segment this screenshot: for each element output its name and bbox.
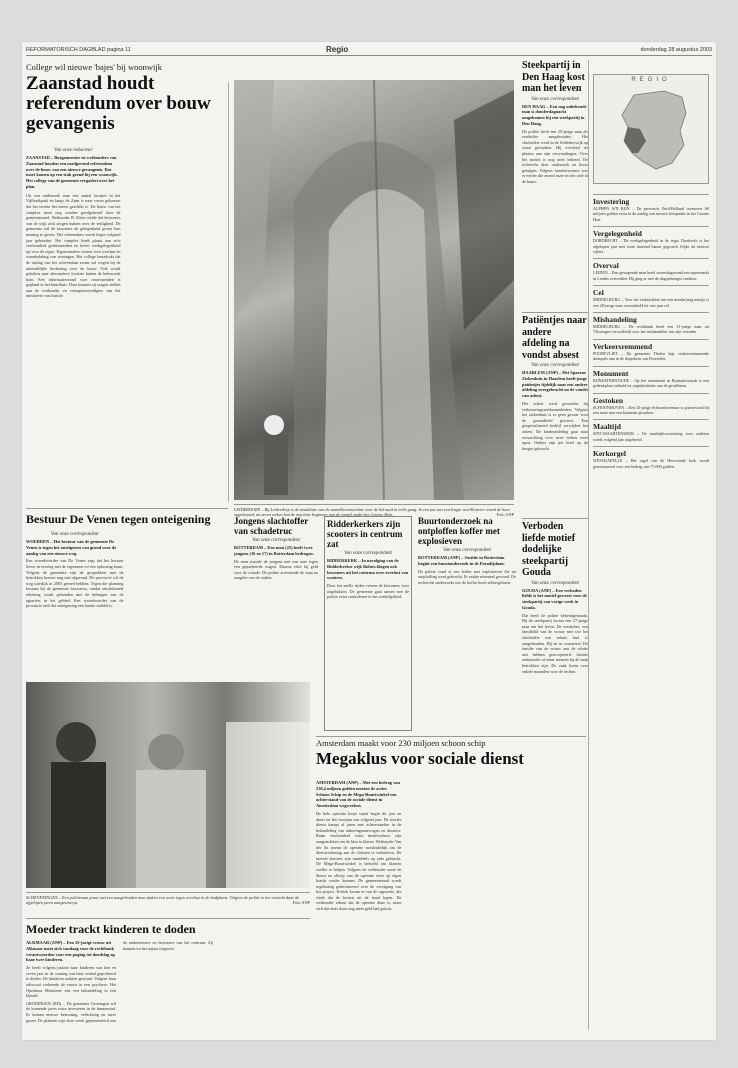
photo-caption: [26, 892, 310, 906]
article-text-groningen: GRONINGEN (RD) – De gemeente Groningen wil de komende jaren extra investeren in de binnenstad. Er komen nieuwe bestrating, verlichting en meer groen. De plannen zijn deze week gepresenteerd aan de ondernemers en bewoners van het centrum. Zij kunnen tot het najaar reageren.: [26, 940, 213, 1023]
article-megaklus-body: [316, 780, 586, 1030]
byline: Van onze correspondent: [531, 96, 579, 102]
sidebar-item-text: DORDRECHT – De werkgelegenheid in de regio Dordrecht is het afgelopen jaar met ruim duizend banen gegroeid, blijkt uit nieuwe cijfers.: [593, 238, 709, 255]
page-header: [26, 44, 712, 56]
article-headline: Megaklus voor sociale dienst: [316, 749, 524, 768]
sidebar-item-text: ALPHEN A/D RIJN – De provincie Zuid-Holland investeert 60 miljoen gulden extra in de aanleg van nieuwe fietspaden in het Groene Hart.: [593, 206, 709, 222]
article-headline: Ridderkerkers zijn scooters in centrum zat: [327, 519, 403, 549]
sidebar-item-heading: Maaltijd: [593, 419, 709, 431]
photo-illustration: [26, 682, 310, 888]
sidebar-item-text: MIDDELBURG – Voor het verkrachten van een minderjarig meisje is een 28-jarige man veroordeeld tot vier jaar cel.: [593, 297, 709, 308]
column-divider: [588, 60, 589, 1030]
article-text: Een woordvoerder van De Venen zegt dat het bestuur liever in overleg met de eigenaren tot een oplossing komt. Volgens de gemeente zijn de gesprekken met de betrokken boeren nog niet afgerond. De provincie wil de weg uiterlijk in 2005 gereed hebben. Tegen die planning bestaan bij de gemeente bezwaren, omdat onvoldoende rekening wordt gehouden met de belangen van de agrariërs in het gebied. Een woordvoerder van de provincie stelt dat onteigening een laatste middel is.: [26, 558, 124, 609]
article-lead: GOUDA (ANP) – Een verboden liefde is het motief geweest voor de steekpartij van vorige week in Gouda.: [522, 587, 587, 610]
article-lead: ZAANSTAD – Burgemeester en wethouders van Zaanstad houden een raadgevend referendum over de bouw van een nieuwe gevangenis. Dat moet komen op een stuk grond bij een woonwijk. Het college van de gemeente vergadert over het plan.: [26, 155, 118, 189]
photo-illustration: [234, 80, 514, 500]
article-kicker: College wil nieuwe 'bajes' bij woonwijk: [26, 62, 162, 72]
article-lead: DEN HAAG – Een nog onbekende man is donderdagnacht omgekomen bij een steekpartij in Den Haag.: [522, 103, 587, 126]
article-text: De politie vond er een koffer met explosieven die tot ontploffing werd gebracht. Er raakte niemand gewond. De recherche onderzoekt wie de koffer heeft achtergelaten.: [418, 568, 516, 585]
sidebar-item-text: POORTVLIET – De gemeente Tholen legt verkeersremmende drempels aan in de dorpskern van Poortvliet.: [593, 350, 709, 362]
article-text: Het asbest werd gevonden bij verbouwingswerkzaamheden. Volgens het ziekenhuis is er geen gevaar voor de gezondheid geweest. Een gespecialiseerd bedrijf verwijdert het asbest. De kinderafdeling gaat naar verwachting over twee weken weer open. Ouders zijn per brief op de hoogte gebracht.: [522, 400, 588, 451]
byline: Van onze correspondent: [50, 532, 99, 537]
article-lead: RIDDERKERK – In navolging van de Ridderkerkse wijk Bolnes klagen ook bewoners uit het centrum over overlast van scooters.: [327, 558, 409, 581]
article-ridderkerk: [324, 516, 412, 731]
article-buurtonderzoek: [418, 516, 516, 731]
photo-credit: Foto ANP: [496, 512, 514, 518]
article-moeder-body: [26, 940, 310, 1032]
sidebar-item: [593, 226, 709, 254]
byline: Van onze correspondent: [344, 551, 392, 556]
section-rule: [316, 736, 586, 737]
sidebar-item: [593, 258, 709, 281]
sidebar-item-text: MIDDELBURG – De rechtbank heeft een 31-jarige man uit Vlissingen veroordeeld voor het mishandelen van zijn vriendin.: [593, 324, 709, 335]
photo-tunnel-boring-machine: [234, 80, 514, 500]
column-divider: [228, 82, 229, 502]
sidebar-item-heading: Cel: [593, 285, 709, 297]
sidebar-item-heading: Mishandeling: [593, 312, 709, 324]
article-headline: Jongens slachtoffer van schadetruc: [234, 516, 309, 536]
sidebar-item-text: RIJNSATERWOUDE – Op het monument in Rijnsaterwoude is een gedenkplaat onthuld ter nagedachtenis aan de gevallenen.: [593, 377, 709, 389]
sidebar-item: [593, 419, 709, 442]
sidebar-item: [593, 339, 709, 362]
article-headline: Zaanstad houdt referendum over bouw gevangenis: [26, 73, 211, 134]
sidebar-item-text: SCHOONHOVEN – Een 33-jarige Schoonhovenaar is gisteravond bij een ruzie met een buurman gestoken.: [593, 404, 709, 415]
sidebar-item-text: WESTKAPELLE – Het orgel van de Hervormde kerk wordt gerestaureerd voor een bedrag van 75.000 gulden.: [593, 458, 709, 469]
sidebar-item-text: LEIDEN – Een gewapende man heeft woensdagavond een supermarkt in Leiden overvallen. Hij ging er met de dagopbrengst vandoor.: [593, 270, 709, 281]
sidebar-item-heading: Kerkorgel: [593, 446, 709, 458]
article-lead: AMSTERDAM (ANP) – Met een bedrag van 230,4 miljoen gulden moeten de acties Schoon Schip en de Mega-Buurtwinkel een achterstand van de sociale dienst in Amsterdam wegwerken.: [316, 780, 400, 809]
sidebar-item-heading: Vergelegenheid: [593, 226, 709, 238]
header-section: Regio: [326, 45, 349, 54]
header-date: donderdag 28 augustus 2003: [640, 47, 712, 53]
sidebar-item: [593, 194, 709, 222]
byline: Van onze redacteur: [54, 148, 93, 153]
article-headline: Bestuur De Venen tegen onteigening: [26, 512, 211, 526]
article-headline: Buurtonderzoek na ontploffen koffer met explosieven: [418, 516, 500, 546]
byline: Van onze correspondent: [531, 580, 579, 586]
article-de-venen-body: [26, 530, 228, 660]
article-lead: ROTTERDAM (ANP) – Justitie in Rotterdam begint een buurtonderzoek in de Paradijslaan.: [418, 555, 505, 566]
article-text: De man stuurde de jongens met een auto tegen een geparkeerde wagen. Daarna eiste hij geld voor de schade. De politie arresteerde de man na aangifte van de ouders.: [234, 558, 318, 581]
newspaper-page: [22, 42, 716, 1040]
article-de-venen-head: [26, 512, 228, 527]
article-headline: Moeder trackt kinderen te doden: [26, 922, 196, 936]
article-kicker: Amsterdam maakt voor 230 miljoen schoon schip: [316, 738, 486, 748]
section-rule: [26, 918, 310, 919]
article-text: Dat heeft de politie bekendgemaakt. Bij de steekpartij kwam een 27-jarige man om het leven. De verdachte, een familielid van de vrouw met wie het slachtoffer een relatie had, is aangehouden. Hij zit in voorarrest. De familie van de vrouw zou de relatie niet hebben geaccepteerd. Justitie onderzoekt of meer mensen bij de zaak betrokken zijn. De zaak komt over enkele maanden voor de rechter.: [522, 612, 588, 674]
sidebar-item: [593, 366, 709, 389]
article-den-haag: [522, 60, 588, 325]
article-text: Door het snelle rijden vrezen de bewoners voor ongelukken. De gemeente gaat samen met de politie extra controleren in het winkelgebied.: [327, 583, 409, 600]
netherlands-map-icon: [594, 83, 708, 179]
article-megaklus-head: [316, 738, 586, 768]
article-headline: Verboden liefde motief dodelijke steekpartij Gouda: [522, 521, 576, 578]
article-headline: Patiëntjes naar andere afdeling na vondst absest: [522, 315, 587, 361]
sidebar-item-heading: Monument: [593, 366, 709, 378]
sidebar-item-heading: Overval: [593, 258, 709, 270]
article-lead: ALKMAAR (ANP) – Een 35-jarige vrouw uit Alkmaar moet zich vandaag voor de rechtbank verantwoorden voor een poging tot doodslag op haar twee kinderen.: [26, 940, 115, 963]
regio-sidebar: [593, 190, 709, 1030]
sidebar-item-heading: Gestoken: [593, 393, 709, 405]
caption-text: LEIDERDORP – Bij Leiderdorp is de installatie van de tunnelboormachine voor de hsl-zuid in volle gang. In een put met een lengte van 80 meter wordt de boor opgebouwd, na zeven weken kan de machine beginnen aan de tunnel onder het Groene Hart.: [234, 507, 511, 518]
byline: Van onze correspondent: [252, 538, 300, 543]
article-text: De hele operatie loopt vanaf begin dit jaar en duurt tot het voorjaar van volgend jaar. De sociale dienst kampt al jaren met achterstanden in de behandeling van uitkeringsaanvragen en dossiers. Ruim vierhonderd extra medewerkers zijn aangetrokken om de klus te klaren. Wethouder Van der Aa noemt de operatie noodzakelijk om de dienstverlening aan de cliënten te verbeteren. De meeste dossiers zijn inmiddels op orde gebracht. De Mega-Buurtwinkel is bedoeld om klanten sneller te helpen. Volgens de wethouder moet de dienst na afloop van de operatie weer op eigen kracht verder kunnen. De gemeenteraad wordt regelmatig geïnformeerd over de voortgang van het project. Kritiek kwam er van de oppositie, die vindt dat de kosten uit de hand lopen. De wethouder erkent dat de operatie duur is, maar stelt dat niets doen nog meer geld had gekost.: [316, 810, 402, 912]
photo-credit: Foto ANP: [292, 900, 310, 906]
section-rule: [26, 508, 228, 509]
regio-label: REGIO: [631, 77, 671, 83]
photo-scheveningen: [26, 682, 310, 888]
sidebar-item-heading: Investering: [593, 194, 709, 206]
sidebar-item-heading: Verkeersremmend: [593, 339, 709, 351]
article-headline: Steekpartij in Den Haag kost man het leven: [522, 60, 585, 94]
article-lead: ROTTERDAM – Een man (25) heeft twee jongens (16 en 17) in Rotterdam bedrogen.: [234, 545, 314, 556]
sidebar-item-text: SINT-MAARTENSDIJK – De maaltijdvoorziening voor ouderen wordt volgend jaar uitgebreid.: [593, 431, 709, 442]
sidebar-item: [593, 393, 709, 416]
article-zaanstad: [26, 62, 222, 134]
sidebar-item: [593, 312, 709, 335]
article-text: Ze heeft volgens justitie haar kinderen van tien en zeven jaar in de woning van haar vriend geprobeerd te doden. De kinderen raakten gewond. Volgens haar advocaat verkeerde de vrouw in een psychose. Het Openbaar Ministerie eist een behandeling in een kliniek.: [26, 965, 116, 999]
caption-text: SCHEVENINGEN – Een politieman praat met een aangehouden man tijdens een actie tegen overlast in de badplaats. Volgens de politie is het toezicht daar de afgelopen jaren aangescherpt.: [26, 895, 300, 906]
article-text: De politie heeft een 25-jarige man als verdachte aangehouden. Het slachtoffer werd in de Schilderswijk op straat gevonden. Hij overleed ter plaatse aan zijn verwondingen. Over het motief is nog niets bekend. De recherche doet onderzoek en hoort getuigen. Volgens buurtbewoners was er eerder die avond ruzie in een café in de buurt.: [522, 128, 588, 185]
article-moeder-head: [26, 922, 310, 937]
byline: Van onze correspondent: [443, 548, 491, 553]
article-haarlem: [522, 312, 588, 512]
header-paper-name: REFORMATORISCH DAGBLAD pagina 11: [26, 47, 131, 53]
article-lead: HAARLEM (ANP) – Het Spaarne Ziekenhuis in Haarlem heeft jonge patiëntjes tijdelijk naar een andere afdeling overgebracht na de vondst van asbest.: [522, 370, 588, 399]
article-gouda: [522, 518, 588, 758]
article-lead: WOERDEN – Het bestuur van de gemeente De Venen is tegen het onteigenen van grond voor de aanleg van een nieuwe weg.: [26, 539, 117, 556]
byline: Van onze correspondent: [531, 363, 579, 368]
article-jongens: [234, 516, 318, 666]
regio-map-box: [593, 74, 709, 184]
article-zaanstad-body: [26, 146, 222, 496]
sidebar-item: [593, 285, 709, 308]
sidebar-item: [593, 446, 709, 469]
article-text: Uit een onderzoek naar een aantal locaties in het Vijfhoekpark en langs de Zaan is naar voren gekomen dat het terrein het meest geschikt is. De bouw van het complex moet nog worden goedgekeurd door de gemeenteraad. Wethouder R. Klein stelde dat bewoners van de wijk zich zorgen maken over de veiligheid. De gemeente wil de inwoners de gelegenheid geven hun mening te geven. Het referendum wordt begin volgend jaar gehouden. Het complex biedt plaats aan zo'n vierhonderd gedetineerden en levert werkgelegenheid op voor de regio. Tegenstanders vrezen voor overlast en waardedaling van woningen. Het college benadrukt dat de uitslag van het referendum zwaar zal wegen bij de uiteindelijke beslissing over de bouw. Ook wordt gekeken naar alternatieve locaties buiten de bebouwde kom. Een informatieavond voor omwonenden is gepland in het buurthuis. Daar kunnen zij vragen stellen aan de wethouder en vertegenwoordigers van het ministerie van Justitie.: [26, 192, 121, 299]
